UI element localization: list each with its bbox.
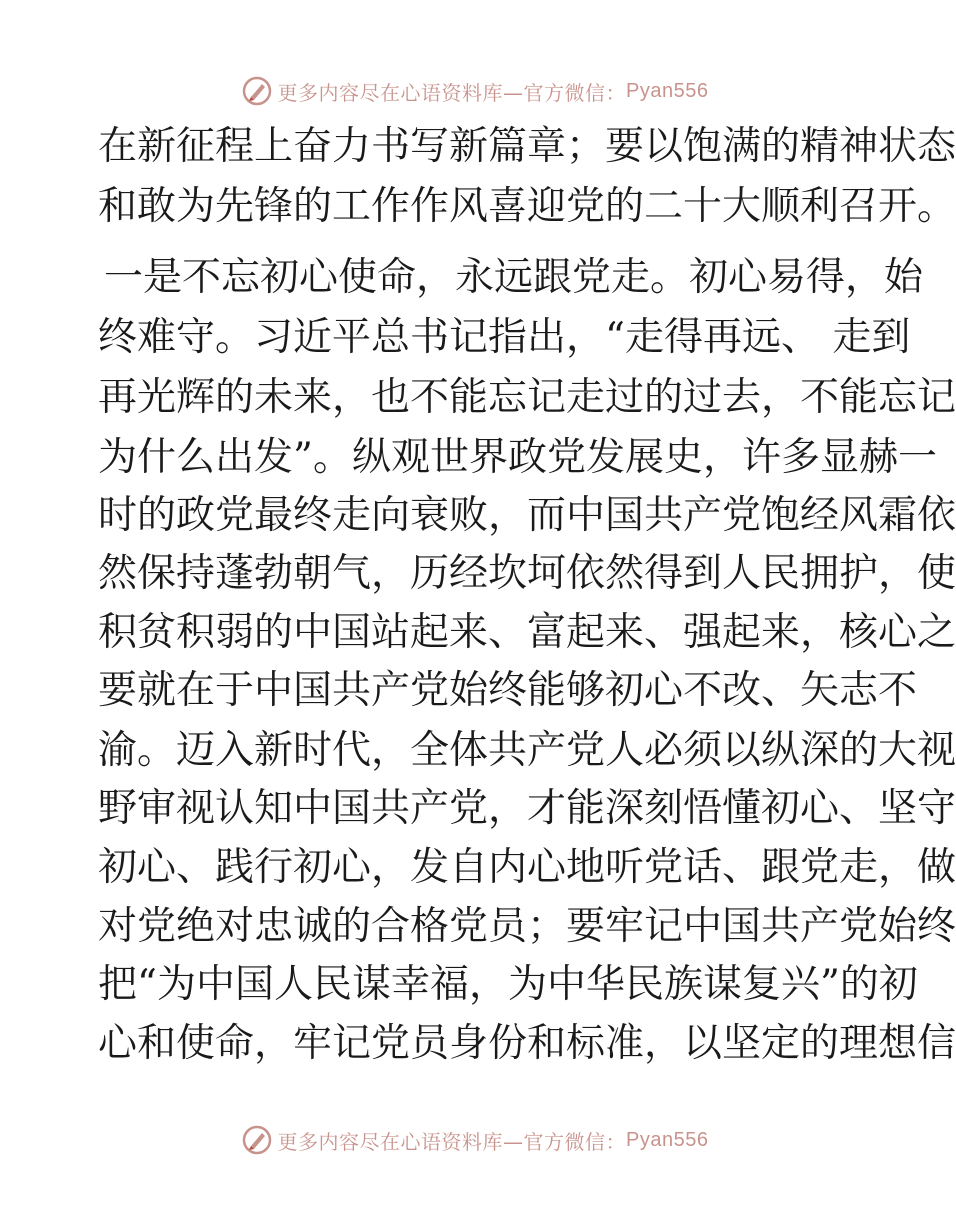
text-line: 终难守。习近平总书记指出，“走得再远、 走到 <box>98 315 911 360</box>
header-watermark <box>0 74 950 108</box>
watermark-text: 更多内容尽在心语资料库—官方微信： <box>277 80 627 105</box>
text-line: 要就在于中国共产党始终能够初心不改、矢志不 <box>98 668 918 713</box>
pen-logo-icon <box>242 76 272 106</box>
text-line: 把“为中国人民谋幸福，为中华民族谋复兴”的初 <box>98 962 918 1007</box>
watermark-text: 更多内容尽在心语资料库—官方微信： <box>277 1129 627 1154</box>
text-line: 在新征程上奋力书写新篇章；要以饱满的精神状态 <box>98 124 956 169</box>
text-line: 和敢为先锋的工作作风喜迎党的二十大顺利召开。 <box>98 184 956 229</box>
text-line: 心和使命，牢记党员身份和标准，以坚定的理想信 <box>98 1021 956 1066</box>
text-line: 时的政党最终走向衰败，而中国共产党饱经风霜依 <box>98 493 956 538</box>
text-line: 积贫积弱的中国站起来、富起来、强起来，核心之 <box>98 610 956 655</box>
text-line: 然保持蓬勃朝气，历经坎坷依然得到人民拥护，使 <box>98 551 956 596</box>
text-line: 渝。迈入新时代，全体共产党人必须以纵深的大视 <box>98 728 956 773</box>
pen-logo-icon <box>242 1125 272 1155</box>
text-line: 野审视认知中国共产党，才能深刻悟懂初心、坚守 <box>98 786 956 831</box>
watermark-wechat-id: Pyan556 <box>626 1128 709 1151</box>
watermark-wechat-id: Pyan556 <box>626 79 709 102</box>
paragraph-first-line: 一是不忘初心使命，永远跟党走。初心易得，始 <box>104 255 924 300</box>
text-line: 再光辉的未来，也不能忘记走过的过去，不能忘记 <box>98 375 956 420</box>
text-line: 为什么出发”。纵观世界政党发展史，许多显赫一 <box>98 435 937 480</box>
text-line: 对党绝对忠诚的合格党员；要牢记中国共产党始终 <box>98 904 956 949</box>
footer-watermark <box>0 1123 950 1157</box>
text-line: 初心、践行初心，发自内心地听党话、跟党走，做 <box>98 845 956 890</box>
